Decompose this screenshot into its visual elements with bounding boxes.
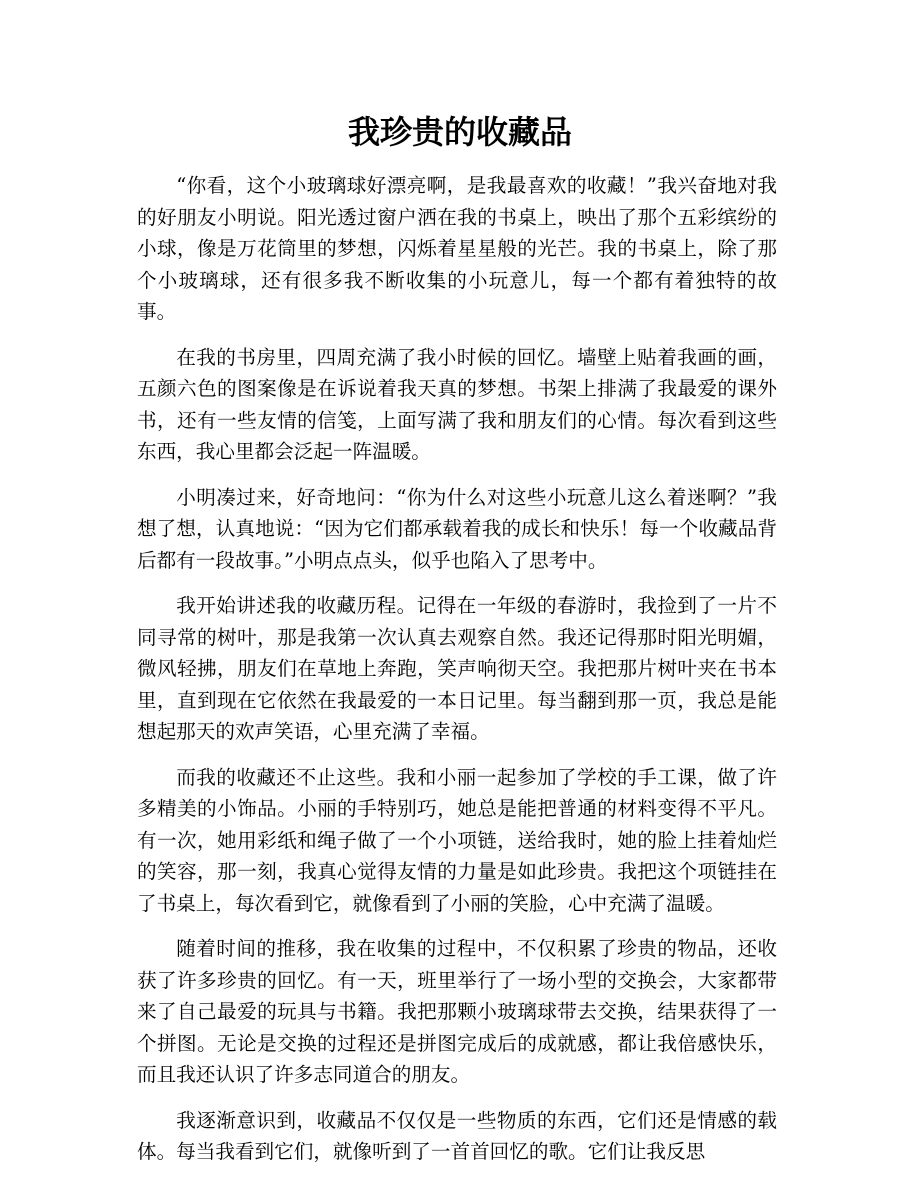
document-body [137,170,777,1182]
paragraph-6: 随着时间的推移，我在收集的过程中，不仅积累了珍贵的物品，还收获了许多珍贵的回忆。有一天，班里举行了一场小型的交换会，大家都带来了自己最爱的玩具与书籍。我把那颗小玻璃球带去交换，结果获得了一个拼图。无论是交换的过程还是拼图完成后的成就感，都让我倍感快乐，而且我还认识了许多志同道合的朋友。 [137,937,777,1086]
paragraph-2: 在我的书房里，四周充满了我小时候的回忆。墙壁上贴着我画的画，五颜六色的图案像是在诉说着我天真的梦想。书架上排满了我最爱的课外书，还有一些友情的信笺，上面写满了我和朋友们的心情。每次看到这些东西，我心里都会泛起一阵温暖。 [137,345,777,463]
paragraph-3: 小明凑过来，好奇地问：“你为什么对这些小玩意儿这么着迷啊？”我想了想，认真地说：“因为它们都承载着我的成长和快乐！每一个收藏品背后都有一段故事。”小明点点头，似乎也陷入了思考中。 [137,485,777,572]
paragraph-4: 我开始讲述我的收藏历程。记得在一年级的春游时，我捡到了一片不同寻常的树叶，那是我第一次认真去观察自然。我还记得那时阳光明媚，微风轻拂，朋友们在草地上奔跑，笑声响彻天空。我把那片树叶夹在书本里，直到现在它依然在我最爱的一本日记里。每当翻到那一页，我总是能想起那天的欢声笑语，心里充满了幸福。 [137,594,777,743]
paragraph-1: “你看，这个小玻璃球好漂亮啊，是我最喜欢的收藏！”我兴奋地对我的好朋友小明说。阳光透过窗户洒在我的书桌上，映出了那个五彩缤纷的小球，像是万花筒里的梦想，闪烁着星星般的光芒。我的书桌上，除了那个小玻璃球，还有很多我不断收集的小玩意儿，每一个都有着独特的故事。 [137,174,777,323]
paragraph-5: 而我的收藏还不止这些。我和小丽一起参加了学校的手工课，做了许多精美的小饰品。小丽的手特别巧，她总是能把普通的材料变得不平凡。有一次，她用彩纸和绳子做了一个小项链，送给我时，她的脸上挂着灿烂的笑容，那一刻，我真心觉得友情的力量是如此珍贵。我把这个项链挂在了书桌上，每次看到它，就像看到了小丽的笑脸，心中充满了温暖。 [137,765,777,915]
paragraph-7: 我逐渐意识到，收藏品不仅仅是一些物质的东西，它们还是情感的载体。每当我看到它们，就像听到了一首首回忆的歌。它们让我反思 [137,1108,777,1163]
document-title: 我珍贵的收藏品 [347,113,572,151]
